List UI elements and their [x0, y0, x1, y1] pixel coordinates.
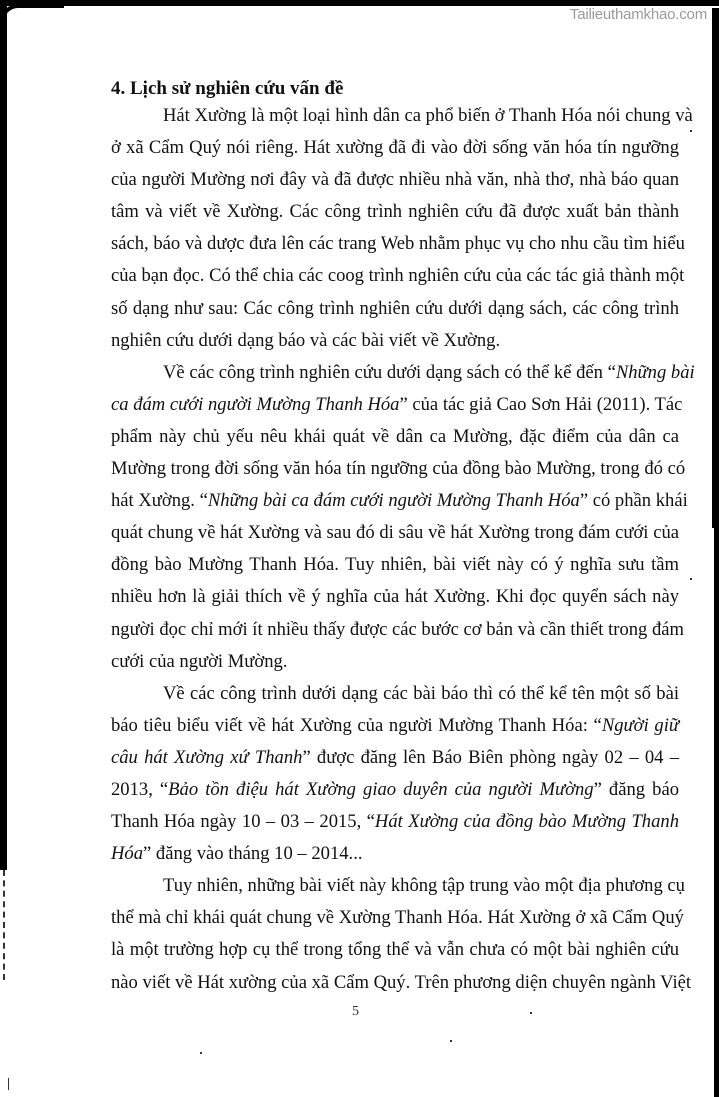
italic-title-text: Hóa	[111, 843, 144, 865]
text-line	[111, 742, 679, 774]
body-text-segment: là một trường hợp cụ thể trong tổng thể và vẫn chưa có một bài nghiên cứu	[111, 939, 679, 961]
body-text-segment: Về các công trình nghiên cứu dưới dạng sách có thể kể đến “	[163, 361, 616, 383]
scan-border-left-dashed	[3, 870, 5, 980]
scan-speck	[200, 1052, 202, 1054]
body-text-segment: nhiều hơn là giải thích về ý nghĩa của hát Xường. Khi đọc quyển sách này	[111, 586, 679, 608]
text-line	[111, 838, 679, 870]
body-text-segment: hát Xường. “	[111, 490, 208, 512]
body-text-segment: ” của tác giả Cao Sơn Hải (2011). Tác	[399, 393, 683, 415]
body-text-segment: thể mà chỉ khái quát chung về Xường Thanh Hóa. Hát Xường ở xã Cẩm Quý	[111, 907, 684, 929]
body-text-segment: báo tiêu biểu viết về hát Xường của người Mường Thanh Hóa: “	[111, 714, 602, 736]
italic-title-text: ca đám cưới người Mường Thanh Hóa	[111, 393, 400, 415]
body-text-segment: ở xã Cẩm Quý nói riêng. Hát xường đã đi vào đời sống văn hóa tín ngưỡng	[111, 137, 679, 159]
text-line	[111, 646, 679, 678]
section-heading: 4. Lịch sử nghiên cứu vấn đề	[111, 78, 344, 99]
body-text-segment: nghiên cứu dưới dạng báo và các bài viết về Xường.	[111, 329, 501, 351]
body-text-segment: cưới của người Mường.	[111, 650, 288, 672]
text-line	[111, 196, 679, 228]
italic-title-text: Bảo tồn điệu hát Xường giao duyên của người Mường	[168, 778, 594, 800]
scan-mark	[8, 1078, 9, 1090]
italic-title-text: Những bài	[615, 361, 695, 383]
body-text-segment: của bạn đọc. Có thể chia các coog trình nghiên cứu của các tác giả thành một	[111, 265, 685, 287]
text-line	[111, 581, 679, 613]
text-line	[111, 132, 679, 164]
text-line	[111, 293, 679, 325]
body-text-segment: nào viết về Hát xường của xã Cẩm Quý. Trên phương diện chuyên ngành Việt	[111, 971, 692, 993]
body-text-segment: Tuy nhiên, những bài viết này không tập trung vào một địa phương cụ	[163, 875, 685, 897]
page-number: 5	[352, 1004, 359, 1019]
text-line	[111, 453, 686, 485]
text-line	[111, 806, 679, 838]
text-line	[111, 902, 684, 934]
body-text-segment: 2013, “	[111, 778, 169, 800]
italic-title-text: Người giữ	[601, 714, 680, 736]
text-line	[111, 421, 679, 453]
scan-border-right-lower	[714, 528, 719, 1097]
italic-title-text: Hát Xường của đồng bào Mường Thanh	[374, 811, 679, 833]
body-text-segment: số dạng như sau: Các công trình nghiên cứu dưới dạng sách, các công trình	[111, 297, 679, 319]
body-text-segment: người đọc chỉ mới ít nhiều thấy được các bước cơ bản và cần thiết trong đám	[111, 618, 684, 640]
italic-title-text: Những bài ca đám cưới người Mường Thanh Hóa	[207, 490, 580, 512]
text-line	[111, 325, 679, 357]
text-line	[111, 357, 695, 389]
italic-title-text: câu hát Xường xứ Thanh	[111, 746, 303, 768]
body-text-segment: của người Mường nơi đây và đã được nhiều nhà văn, nhà thơ, nhà báo quan	[111, 169, 679, 191]
text-line	[111, 710, 679, 742]
body-text-segment: ” có phần khái	[579, 490, 688, 512]
text-line	[111, 517, 679, 549]
scan-speck	[690, 130, 692, 132]
text-line	[111, 934, 679, 966]
text-line	[111, 228, 685, 260]
text-line	[111, 774, 679, 806]
scan-border-corner	[0, 4, 64, 22]
body-text-segment: sách, báo và dược đưa lên các trang Web nhằm phục vụ cho nhu cầu tìm hiểu	[111, 233, 685, 255]
body-text-segment: Về các công trình dưới dạng các bài báo thì có thể kể tên một số bài	[163, 682, 679, 704]
text-line	[111, 100, 693, 132]
text-line	[111, 549, 679, 581]
text-line	[111, 485, 688, 517]
text-line	[111, 164, 679, 196]
body-text-segment: Thanh Hóa ngày 10 – 03 – 2015, “	[111, 811, 375, 833]
body-text-segment: ” đăng vào tháng 10 – 2014...	[143, 843, 363, 865]
body-text-segment: đồng bào Mường Thanh Hóa. Tuy nhiên, bài viết này có ý nghĩa sưu tầm	[111, 554, 679, 576]
text-line	[111, 260, 685, 292]
scan-border-left	[0, 0, 7, 870]
document-body	[111, 100, 695, 999]
scan-speck	[530, 1012, 532, 1014]
text-line	[111, 678, 679, 710]
watermark: Tailieuthamkhao.com	[569, 6, 707, 23]
body-text-segment: tâm và viết về Xường. Các công trình nghiên cứu đã được xuất bản thành	[111, 201, 679, 223]
body-text-segment: quát chung về hát Xường và sau đó di sâu về hát Xường trong đám cưới của	[111, 522, 679, 544]
scan-border-right	[712, 8, 719, 528]
text-line	[111, 967, 692, 999]
body-text-segment: Hát Xường là một loại hình dân ca phổ biến ở Thanh Hóa nói chung và	[163, 105, 693, 126]
body-text-segment: Mường trong đời sống văn hóa tín ngưỡng của đồng bào Mường, trong đó có	[111, 458, 686, 480]
text-line	[111, 614, 684, 646]
text-line	[111, 870, 685, 902]
scan-speck	[450, 1040, 452, 1042]
body-text-segment: phẩm này chủ yếu nêu khái quát về dân ca Mường, đặc điểm của dân ca	[111, 425, 679, 447]
scan-speck	[690, 578, 692, 580]
body-text-segment: ” được đăng lên Báo Biên phòng ngày 02 – 04 –	[302, 746, 679, 768]
text-line	[111, 389, 683, 421]
body-text-segment: ” đăng báo	[593, 778, 679, 800]
